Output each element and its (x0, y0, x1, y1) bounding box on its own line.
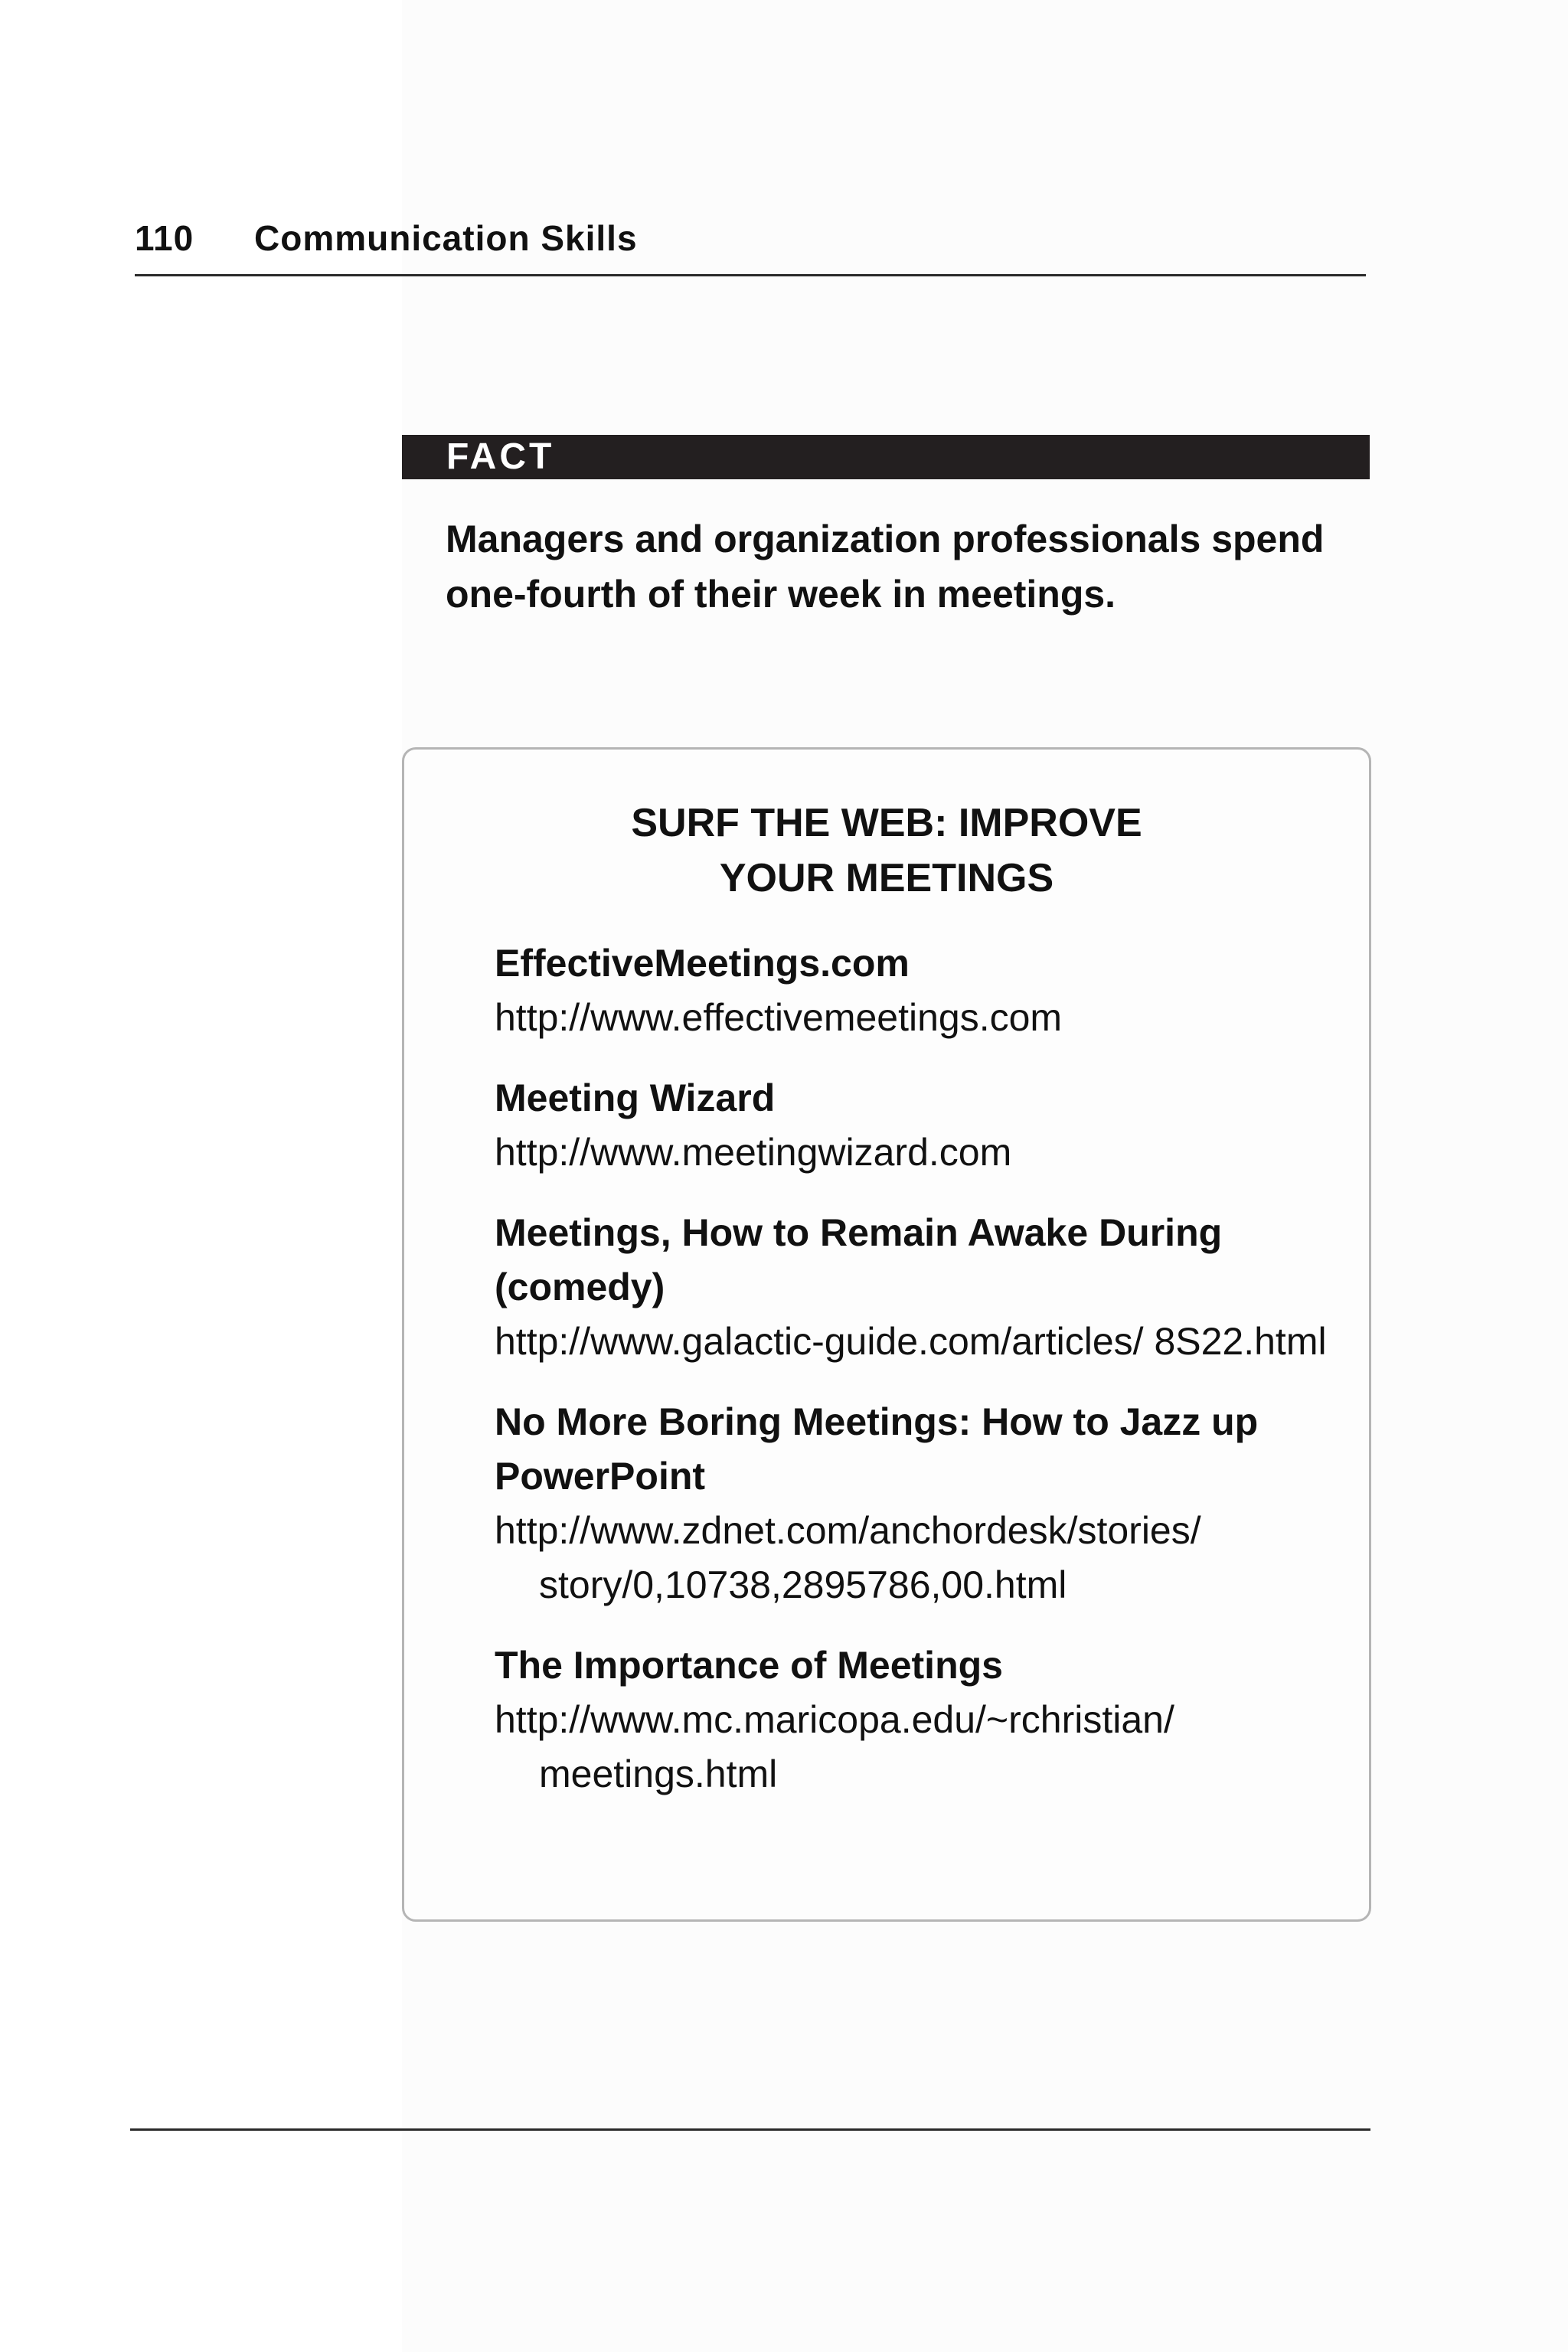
web-box-title-line-1: SURF THE WEB: IMPROVE (631, 801, 1142, 845)
resource-url[interactable]: http://www.effectivemeetings.com (495, 996, 1063, 1039)
fact-text: Managers and organization professionals spend one-fourth of their week in meetings. (446, 518, 1325, 616)
resource-url[interactable]: http://www.meetingwizard.com (495, 1131, 1012, 1174)
resource-name: The Importance of Meetings (495, 1644, 1003, 1687)
footer-rule (130, 2128, 1370, 2131)
chapter-title: Communication Skills (254, 218, 638, 258)
fact-banner (402, 435, 1370, 479)
resource-name: Meeting Wizard (495, 1076, 776, 1119)
page-number: 110 (135, 218, 194, 258)
running-header (135, 211, 1366, 276)
list-item (495, 1206, 1337, 1369)
list-item (495, 1071, 1337, 1180)
web-resource-list (495, 936, 1337, 1828)
surf-the-web-box (402, 747, 1371, 1922)
resource-name: No More Boring Meetings: How to Jazz up PowerPoint (495, 1400, 1259, 1498)
resource-name: EffectiveMeetings.com (495, 942, 910, 985)
web-box-title-line-2: YOUR MEETINGS (719, 856, 1054, 900)
list-item (495, 1638, 1337, 1802)
resource-url[interactable]: http://www.zdnet.com/anchordesk/stories/ story/0,10738,2895786,00.html (495, 1509, 1201, 1606)
list-item (495, 1395, 1337, 1612)
resource-url[interactable]: http://www.mc.maricopa.edu/~rchristian/ meetings.html (495, 1698, 1174, 1795)
fact-label: FACT (446, 436, 555, 477)
resource-url[interactable]: http://www.galactic-guide.com/articles/ 8S22.html (495, 1320, 1327, 1363)
resource-name: Meetings, How to Remain Awake During (comedy) (495, 1211, 1223, 1308)
list-item (495, 936, 1337, 1045)
web-box-title (404, 795, 1369, 906)
